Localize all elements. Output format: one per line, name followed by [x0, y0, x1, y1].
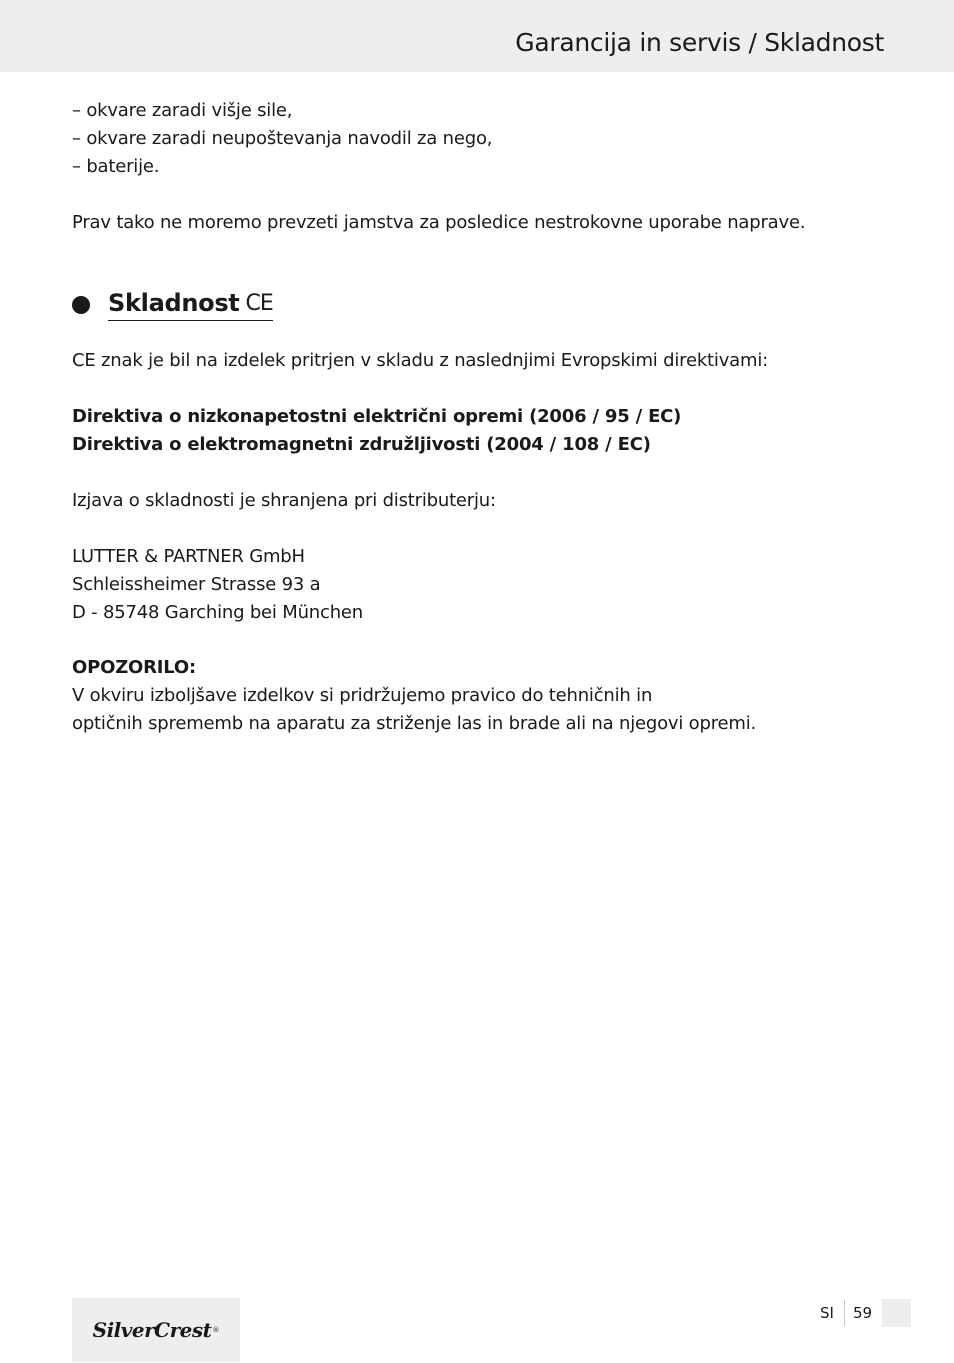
registered-mark: ®	[212, 1326, 220, 1334]
exclusion-item: – okvare zaradi višje sile,	[72, 100, 293, 121]
warning-label: OPOZORILO:	[72, 657, 197, 678]
ce-intro: CE znak je bil na izdelek pritrjen v skladu z naslednjimi Evropskimi direktivami:	[72, 350, 768, 371]
directive-item: Direktiva o elektromagnetni združljivosti (2004 / 108 / EC)	[72, 434, 651, 455]
exclusion-item: – baterije.	[72, 156, 160, 177]
footer-tab	[882, 1299, 911, 1327]
page-number: 59	[853, 1304, 873, 1322]
address-line: Schleissheimer Strasse 93 a	[72, 574, 321, 595]
header-band	[0, 0, 954, 72]
footer-divider	[844, 1300, 845, 1326]
declaration-note: Izjava o skladnosti je shranjena pri distributerju:	[72, 490, 496, 511]
brand-logo	[72, 1298, 240, 1362]
section-title: Skladnost	[108, 289, 240, 317]
directive-item: Direktiva o nizkonapetostni električni opremi (2006 / 95 / EC)	[72, 406, 682, 427]
ce-mark-icon: CE	[245, 290, 273, 316]
address-line: LUTTER & PARTNER GmbH	[72, 546, 305, 567]
page-title: Garancija in servis / Skladnost	[515, 28, 884, 57]
section-heading	[72, 287, 273, 323]
liability-note: Prav tako ne moremo prevzeti jamstva za posledice nestrokovne uporabe naprave.	[72, 212, 806, 233]
address-line: D - 85748 Garching bei München	[72, 602, 363, 623]
warning-text: V okviru izboljšave izdelkov si pridržujemo pravico do tehničnih in	[72, 685, 653, 706]
bullet-icon	[72, 296, 90, 314]
warning-text: optičnih sprememb na aparatu za striženje las in brade ali na njegovi opremi.	[72, 713, 757, 734]
section-heading-underline	[108, 289, 273, 321]
exclusion-item: – okvare zaradi neupoštevanja navodil za nego,	[72, 128, 493, 149]
language-code: SI	[820, 1304, 834, 1322]
brand-logo-text: SilverCrest	[92, 1318, 212, 1342]
